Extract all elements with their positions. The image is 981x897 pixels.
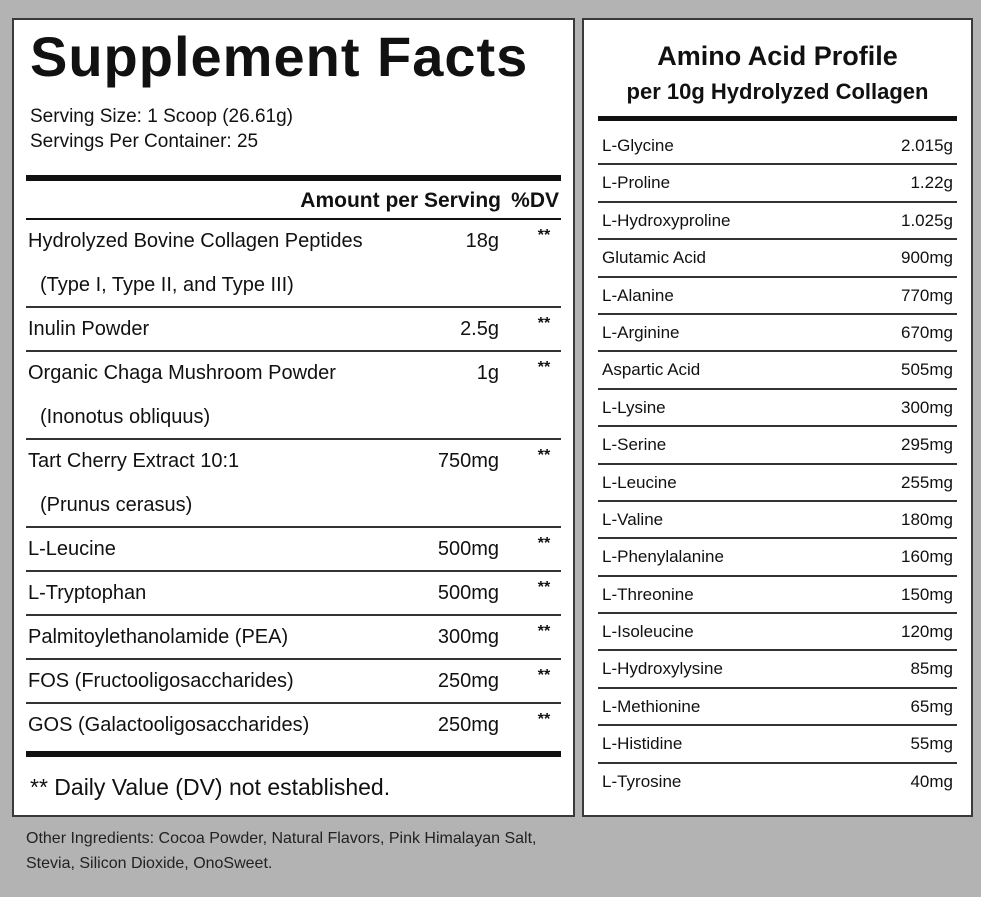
ingredient-sub: (Type I, Type II, and Type III): [40, 274, 294, 296]
ingredient-name: Hydrolyzed Bovine Collagen Peptides: [28, 230, 363, 252]
serving-size: Serving Size: 1 Scoop (26.61g): [30, 106, 293, 127]
ingredient-sub: (Inonotus obliquus): [40, 406, 211, 428]
amino-row: [598, 203, 957, 240]
amino-value: 85mg: [910, 659, 953, 679]
facts-row: [26, 704, 561, 748]
amino-row: [598, 539, 957, 576]
amino-value: 255mg: [901, 472, 953, 492]
facts-top-divider: [26, 175, 561, 181]
ingredient-name: L-Leucine: [28, 538, 116, 560]
amino-name: L-Glycine: [602, 136, 674, 155]
ingredient-name: Palmitoylethanolamide (PEA): [28, 626, 289, 648]
amino-row: [598, 764, 957, 801]
ingredient-amount: 250mg: [437, 714, 499, 736]
amino-name: L-Serine: [602, 435, 667, 455]
ingredient-name: L-Tryptophan: [28, 582, 147, 604]
ingredient-name: Inulin Powder: [28, 318, 150, 340]
facts-row: [26, 528, 561, 572]
amino-value: 40mg: [910, 771, 953, 791]
amino-value: 900mg: [901, 248, 953, 268]
amino-name: L-Proline: [602, 173, 671, 193]
amino-name: L-Phenylalanine: [602, 547, 724, 567]
ingredient-dv: **: [537, 315, 551, 332]
facts-bottom-divider: [26, 751, 561, 757]
ingredient-amount: 300mg: [437, 626, 499, 648]
amino-value: 505mg: [901, 360, 953, 380]
amino-name: L-Tyrosine: [602, 771, 682, 791]
ingredient-dv: **: [537, 711, 551, 728]
servings-per-container: Servings Per Container: 25: [30, 131, 259, 152]
ingredient-amount: 1g: [476, 362, 499, 384]
amino-name: L-Isoleucine: [602, 622, 694, 642]
amino-name: L-Arginine: [602, 322, 680, 342]
amino-name: L-Hydroxyproline: [602, 210, 731, 230]
amino-row: [598, 390, 957, 427]
amino-row: [598, 465, 957, 502]
amino-value: 120mg: [901, 622, 953, 642]
amino-row: [598, 614, 957, 651]
amino-row: [598, 278, 957, 315]
ingredient-dv: **: [537, 447, 551, 464]
amino-table: [598, 128, 957, 801]
ingredient-amount: 750mg: [437, 450, 499, 472]
facts-row: [26, 616, 561, 660]
facts-table: [26, 220, 561, 748]
amino-name: L-Lysine: [602, 397, 666, 417]
amino-value: 295mg: [901, 435, 953, 455]
facts-row: [26, 352, 561, 440]
amino-value: 300mg: [901, 397, 953, 417]
amino-name: L-Alanine: [602, 285, 674, 305]
facts-row: [26, 572, 561, 616]
ingredient-dv: **: [537, 227, 551, 244]
amino-value: 670mg: [901, 322, 953, 342]
dv-footnote: ** Daily Value (DV) not established.: [30, 774, 391, 800]
ingredient-amount: 500mg: [437, 582, 499, 604]
amino-row: [598, 240, 957, 277]
amino-value: 2.015g: [901, 136, 953, 155]
amino-acid-panel: [582, 18, 973, 817]
ingredient-amount: 500mg: [437, 538, 499, 560]
amino-row: [598, 502, 957, 539]
amino-value: 160mg: [901, 547, 953, 567]
amount-per-serving-header: Amount per Serving: [300, 189, 501, 212]
ingredient-dv: **: [537, 667, 551, 684]
ingredient-dv: **: [537, 579, 551, 596]
amino-value: 55mg: [910, 734, 953, 754]
facts-row: [26, 660, 561, 704]
ingredient-name: Tart Cherry Extract 10:1: [28, 450, 240, 472]
facts-row: [26, 308, 561, 352]
facts-row: [26, 220, 561, 308]
amino-row: [598, 689, 957, 726]
amino-name: L-Histidine: [602, 734, 683, 754]
ingredient-amount: 250mg: [437, 670, 499, 692]
amino-name: Aspartic Acid: [602, 360, 701, 380]
amino-value: 1.22g: [910, 173, 953, 193]
other-ingredients: Other Ingredients: Cocoa Powder, Natural Flavors, Pink Himalayan Salt, Stevia, Silicon Dioxide, OnoSweet.: [26, 830, 537, 872]
ingredient-dv: **: [537, 359, 551, 376]
ingredient-sub: (Prunus cerasus): [40, 494, 193, 516]
amino-row: [598, 726, 957, 763]
ingredient-name: Organic Chaga Mushroom Powder: [28, 362, 336, 384]
amino-name: Glutamic Acid: [602, 248, 706, 268]
amino-row: [598, 128, 957, 165]
amino-row: [598, 165, 957, 202]
amino-row: [598, 352, 957, 389]
amino-name: L-Threonine: [602, 584, 694, 604]
amino-value: 180mg: [901, 509, 953, 529]
amino-profile-subtitle: per 10g Hydrolyzed Collagen: [626, 79, 929, 104]
ingredient-name: GOS (Galactooligosaccharides): [28, 714, 310, 736]
amino-name: L-Leucine: [602, 472, 677, 492]
amino-value: 65mg: [910, 696, 953, 716]
facts-row: [26, 440, 561, 528]
ingredient-amount: 2.5g: [460, 318, 499, 340]
ingredient-amount: 18g: [465, 230, 499, 252]
amino-value: 150mg: [901, 584, 953, 604]
amino-header-divider: [598, 116, 957, 121]
amino-row: [598, 651, 957, 688]
amino-name: L-Methionine: [602, 696, 701, 716]
ingredient-dv: **: [537, 535, 551, 552]
amino-name: L-Hydroxylysine: [602, 659, 723, 679]
dv-header: %DV: [511, 189, 559, 212]
amino-profile-title: Amino Acid Profile: [657, 41, 898, 71]
amino-row: [598, 427, 957, 464]
ingredient-name: FOS (Fructooligosaccharides): [28, 670, 294, 692]
amino-value: 1.025g: [901, 210, 953, 230]
amino-row: [598, 315, 957, 352]
amino-row: [598, 577, 957, 614]
amino-name: L-Valine: [602, 509, 664, 529]
supplement-facts-title: Supplement Facts: [30, 25, 529, 88]
ingredient-dv: **: [537, 623, 551, 640]
supplement-facts-panel: [12, 18, 575, 817]
amino-value: 770mg: [901, 285, 953, 305]
